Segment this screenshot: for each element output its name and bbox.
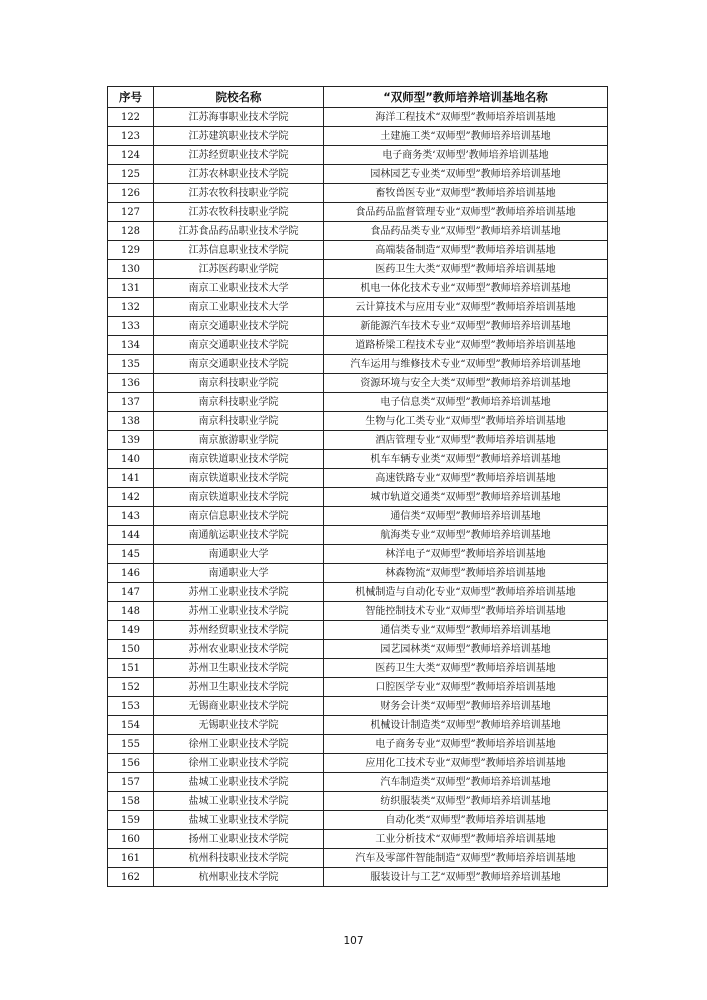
cell-school-name: 苏州卫生职业技术学院	[154, 678, 324, 697]
cell-base-name: 食品药品类专业“双师型”教师培养培训基地	[324, 222, 608, 241]
cell-base-name: 海洋工程技术“双师型”教师培养培训基地	[324, 108, 608, 127]
table-row	[108, 184, 608, 203]
table-row	[108, 374, 608, 393]
table-row	[108, 488, 608, 507]
table-row	[108, 507, 608, 526]
table-row	[108, 583, 608, 602]
cell-school-name: 无锡商业职业技术学院	[154, 697, 324, 716]
cell-school-name: 江苏海事职业技术学院	[154, 108, 324, 127]
table-row	[108, 279, 608, 298]
cell-school-name: 南京工业职业技术大学	[154, 298, 324, 317]
cell-serial-number: 149	[108, 621, 154, 640]
cell-serial-number: 129	[108, 241, 154, 260]
cell-base-name: 生物与化工类专业“双师型”教师培养培训基地	[324, 412, 608, 431]
header-base-name: “双师型”教师培养培训基地名称	[324, 87, 608, 108]
cell-base-name: 自动化类“双师型”教师培养培训基地	[324, 811, 608, 830]
table-row	[108, 564, 608, 583]
table-row	[108, 260, 608, 279]
cell-base-name: 电子信息类“双师型”教师培养培训基地	[324, 393, 608, 412]
table-row	[108, 545, 608, 564]
cell-base-name: 酒店管理专业“双师型”教师培养培训基地	[324, 431, 608, 450]
cell-serial-number: 131	[108, 279, 154, 298]
cell-school-name: 扬州工业职业技术学院	[154, 830, 324, 849]
table-body	[108, 108, 608, 887]
table-row	[108, 868, 608, 887]
cell-base-name: 通信类专业“双师型”教师培养培训基地	[324, 621, 608, 640]
cell-base-name: 航海类专业“双师型”教师培养培训基地	[324, 526, 608, 545]
cell-serial-number: 159	[108, 811, 154, 830]
cell-school-name: 盐城工业职业技术学院	[154, 773, 324, 792]
table-row	[108, 203, 608, 222]
cell-school-name: 无锡职业技术学院	[154, 716, 324, 735]
cell-school-name: 杭州职业技术学院	[154, 868, 324, 887]
cell-serial-number: 135	[108, 355, 154, 374]
cell-school-name: 南京科技职业学院	[154, 393, 324, 412]
cell-serial-number: 158	[108, 792, 154, 811]
table-row	[108, 849, 608, 868]
cell-base-name: 医药卫生大类“双师型”教师培养培训基地	[324, 659, 608, 678]
cell-school-name: 南通职业大学	[154, 545, 324, 564]
cell-school-name: 江苏建筑职业技术学院	[154, 127, 324, 146]
table-row	[108, 621, 608, 640]
cell-school-name: 南京铁道职业技术学院	[154, 450, 324, 469]
table-row	[108, 678, 608, 697]
cell-base-name: 服装设计与工艺“双师型”教师培养培训基地	[324, 868, 608, 887]
cell-base-name: 机电一体化技术专业“双师型”教师培养培训基地	[324, 279, 608, 298]
cell-base-name: 口腔医学专业“双师型”教师培养培训基地	[324, 678, 608, 697]
cell-school-name: 江苏农牧科技职业学院	[154, 184, 324, 203]
table-row	[108, 127, 608, 146]
cell-base-name: 机械制造与自动化专业“双师型”教师培养培训基地	[324, 583, 608, 602]
cell-base-name: 云计算技术与应用专业“双师型”教师培养培训基地	[324, 298, 608, 317]
cell-serial-number: 156	[108, 754, 154, 773]
cell-serial-number: 126	[108, 184, 154, 203]
header-school-name: 院校名称	[154, 87, 324, 108]
table-row	[108, 431, 608, 450]
cell-base-name: 应用化工技术专业“双师型”教师培养培训基地	[324, 754, 608, 773]
table-row	[108, 469, 608, 488]
table-row	[108, 108, 608, 127]
cell-serial-number: 124	[108, 146, 154, 165]
cell-serial-number: 140	[108, 450, 154, 469]
table-row	[108, 412, 608, 431]
table-row	[108, 716, 608, 735]
cell-base-name: 纺织服装类“双师型”教师培养培训基地	[324, 792, 608, 811]
cell-school-name: 南京信息职业技术学院	[154, 507, 324, 526]
cell-base-name: 道路桥梁工程技术专业“双师型”教师培养培训基地	[324, 336, 608, 355]
table-row	[108, 697, 608, 716]
table-row	[108, 317, 608, 336]
cell-school-name: 南京交通职业技术学院	[154, 317, 324, 336]
cell-base-name: 畜牧兽医专业“双师型”教师培养培训基地	[324, 184, 608, 203]
cell-serial-number: 134	[108, 336, 154, 355]
cell-base-name: 电子商务类‘双师型’教师培养培训基地	[324, 146, 608, 165]
table-row	[108, 165, 608, 184]
cell-serial-number: 143	[108, 507, 154, 526]
cell-base-name: 食品药品监督管理专业“双师型”教师培养培训基地	[324, 203, 608, 222]
cell-serial-number: 147	[108, 583, 154, 602]
cell-school-name: 南京交通职业技术学院	[154, 355, 324, 374]
cell-serial-number: 128	[108, 222, 154, 241]
cell-serial-number: 138	[108, 412, 154, 431]
cell-school-name: 南通航运职业技术学院	[154, 526, 324, 545]
cell-serial-number: 145	[108, 545, 154, 564]
cell-serial-number: 153	[108, 697, 154, 716]
table-row	[108, 241, 608, 260]
cell-base-name: 机械设计制造类“双师型”教师培养培训基地	[324, 716, 608, 735]
cell-serial-number: 122	[108, 108, 154, 127]
cell-school-name: 江苏经贸职业技术学院	[154, 146, 324, 165]
table-row	[108, 298, 608, 317]
cell-serial-number: 137	[108, 393, 154, 412]
cell-base-name: 高速铁路专业“双师型”教师培养培训基地	[324, 469, 608, 488]
cell-school-name: 江苏信息职业技术学院	[154, 241, 324, 260]
cell-serial-number: 161	[108, 849, 154, 868]
cell-school-name: 苏州经贸职业技术学院	[154, 621, 324, 640]
table-header-row	[108, 87, 608, 108]
page-number: 107	[343, 935, 364, 947]
table-row	[108, 773, 608, 792]
cell-base-name: 城市轨道交通类“双师型”教师培养培训基地	[324, 488, 608, 507]
cell-serial-number: 127	[108, 203, 154, 222]
cell-serial-number: 162	[108, 868, 154, 887]
cell-serial-number: 130	[108, 260, 154, 279]
cell-school-name: 盐城工业职业技术学院	[154, 792, 324, 811]
cell-base-name: 机车车辆专业类“双师型”教师培养培训基地	[324, 450, 608, 469]
cell-serial-number: 154	[108, 716, 154, 735]
cell-base-name: 工业分析技术“双师型”教师培养培训基地	[324, 830, 608, 849]
cell-school-name: 南京科技职业学院	[154, 412, 324, 431]
table-row	[108, 792, 608, 811]
table-row	[108, 355, 608, 374]
table-row	[108, 659, 608, 678]
cell-serial-number: 151	[108, 659, 154, 678]
cell-serial-number: 142	[108, 488, 154, 507]
cell-base-name: 林森物流“双师型”教师培养培训基地	[324, 564, 608, 583]
cell-school-name: 徐州工业职业技术学院	[154, 735, 324, 754]
cell-base-name: 汽车制造类“双师型”教师培养培训基地	[324, 773, 608, 792]
cell-base-name: 汽车及零部件智能制造“双师型”教师培养培训基地	[324, 849, 608, 868]
table-row	[108, 640, 608, 659]
cell-base-name: 土建施工类“双师型”教师培养培训基地	[324, 127, 608, 146]
cell-base-name: 智能控制技术专业“双师型”教师培养培训基地	[324, 602, 608, 621]
cell-base-name: 园艺园林类“双师型”教师培养培训基地	[324, 640, 608, 659]
table-row	[108, 754, 608, 773]
cell-base-name: 财务会计类“双师型”教师培养培训基地	[324, 697, 608, 716]
cell-serial-number: 155	[108, 735, 154, 754]
cell-school-name: 江苏农林职业技术学院	[154, 165, 324, 184]
cell-base-name: 资源环境与安全大类“双师型”教师培养培训基地	[324, 374, 608, 393]
cell-school-name: 江苏农牧科技职业学院	[154, 203, 324, 222]
cell-serial-number: 150	[108, 640, 154, 659]
header-serial-number: 序号	[108, 87, 154, 108]
table-row	[108, 393, 608, 412]
table-row	[108, 450, 608, 469]
cell-school-name: 南京科技职业学院	[154, 374, 324, 393]
table-row	[108, 146, 608, 165]
cell-school-name: 南京旅游职业学院	[154, 431, 324, 450]
cell-school-name: 苏州卫生职业技术学院	[154, 659, 324, 678]
cell-serial-number: 136	[108, 374, 154, 393]
cell-school-name: 江苏医药职业学院	[154, 260, 324, 279]
cell-school-name: 苏州工业职业技术学院	[154, 583, 324, 602]
cell-serial-number: 141	[108, 469, 154, 488]
cell-base-name: 汽车运用与维修技术专业“双师型”教师培养培训基地	[324, 355, 608, 374]
table-row	[108, 602, 608, 621]
table-row	[108, 526, 608, 545]
cell-serial-number: 146	[108, 564, 154, 583]
cell-base-name: 电子商务专业“双师型”教师培养培训基地	[324, 735, 608, 754]
cell-school-name: 南京铁道职业技术学院	[154, 469, 324, 488]
table-row	[108, 735, 608, 754]
cell-school-name: 苏州农业职业技术学院	[154, 640, 324, 659]
cell-base-name: 林洋电子“双师型”教师培养培训基地	[324, 545, 608, 564]
cell-school-name: 杭州科技职业技术学院	[154, 849, 324, 868]
cell-serial-number: 152	[108, 678, 154, 697]
cell-school-name: 徐州工业职业技术学院	[154, 754, 324, 773]
cell-school-name: 南通职业大学	[154, 564, 324, 583]
cell-school-name: 南京工业职业技术大学	[154, 279, 324, 298]
cell-base-name: 通信类“双师型”教师培养培训基地	[324, 507, 608, 526]
cell-base-name: 高端装备制造“双师型”教师培养培训基地	[324, 241, 608, 260]
cell-serial-number: 133	[108, 317, 154, 336]
table-row	[108, 222, 608, 241]
table-row	[108, 830, 608, 849]
cell-school-name: 南京铁道职业技术学院	[154, 488, 324, 507]
cell-serial-number: 144	[108, 526, 154, 545]
table-row	[108, 336, 608, 355]
cell-serial-number: 123	[108, 127, 154, 146]
cell-serial-number: 139	[108, 431, 154, 450]
cell-serial-number: 160	[108, 830, 154, 849]
cell-school-name: 江苏食品药品职业技术学院	[154, 222, 324, 241]
cell-school-name: 苏州工业职业技术学院	[154, 602, 324, 621]
table-row	[108, 811, 608, 830]
cell-base-name: 园林园艺专业类“双师型”教师培养培训基地	[324, 165, 608, 184]
cell-serial-number: 125	[108, 165, 154, 184]
training-base-table	[107, 86, 608, 887]
cell-school-name: 盐城工业职业技术学院	[154, 811, 324, 830]
cell-serial-number: 148	[108, 602, 154, 621]
cell-serial-number: 132	[108, 298, 154, 317]
cell-school-name: 南京交通职业技术学院	[154, 336, 324, 355]
cell-base-name: 医药卫生大类“双师型”教师培养培训基地	[324, 260, 608, 279]
cell-serial-number: 157	[108, 773, 154, 792]
cell-base-name: 新能源汽车技术专业“双师型”教师培养培训基地	[324, 317, 608, 336]
